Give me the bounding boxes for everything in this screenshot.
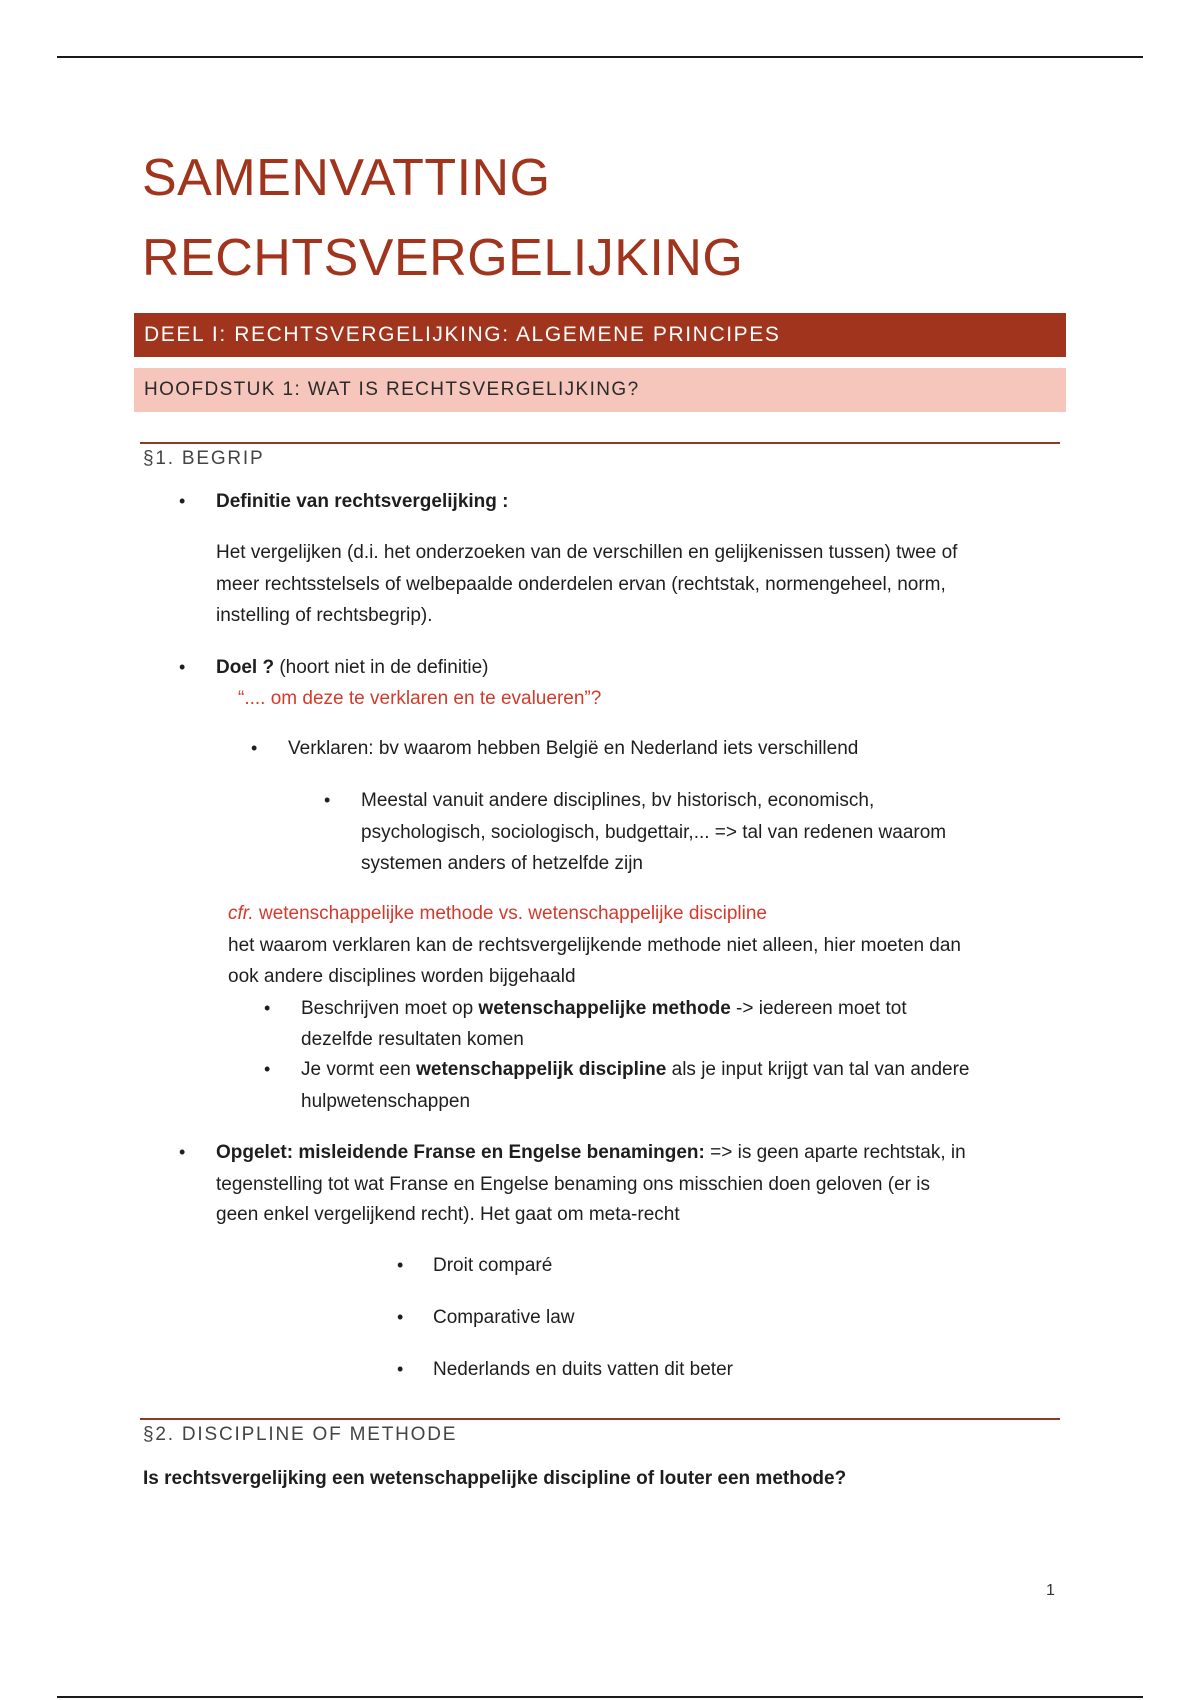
opgelet-line-3: geen enkel vergelijkend recht). Het gaat om meta-recht [216, 1204, 680, 1225]
vormt-pre: Je vormt een [301, 1059, 417, 1080]
vormt-post: als je input krijgt van tal van andere [666, 1059, 970, 1080]
section-1-divider [140, 442, 1060, 444]
opgelet-line-2: tegenstelling tot wat Franse en Engelse benaming ons misschien doen geloven (er is [216, 1174, 930, 1195]
beschrijven-line-1 [301, 993, 907, 1024]
part-heading: DEEL I: RECHTSVERGELIJKING: ALGEMENE PRINCIPES [134, 313, 1066, 357]
beschrijven-bold: wetenschappelijke methode [478, 998, 731, 1019]
definitie-label: Definitie van rechtsvergelijking : [216, 491, 509, 512]
bullet-icon: • [397, 1359, 404, 1379]
vormt-line-1 [301, 1054, 969, 1085]
verklaren-item: Verklaren: bv waarom hebben België en Nederland iets verschillend [288, 738, 859, 759]
bullet-icon: • [251, 738, 258, 758]
beschrijven-pre: Beschrijven moet op [301, 998, 479, 1019]
bullet-icon: • [397, 1255, 404, 1275]
section-1-title: §1. BEGRIP [143, 448, 265, 469]
waarom-line-1: het waarom verklaren kan de rechtsvergelijkende methode niet alleen, hier moeten dan [228, 935, 961, 956]
definitie-line-2: meer rechtsstelsels of welbepaalde onderdelen ervan (rechtstak, normengeheel, norm, [216, 574, 946, 595]
cfr-italic: cfr. [228, 903, 254, 924]
meestal-line-2: psychologisch, sociologisch, budgettair,... => tal van redenen waarom [361, 822, 947, 843]
section-2-question: Is rechtsvergelijking een wetenschappelijke discipline of louter een methode? [143, 1468, 847, 1489]
waarom-line-2: ook andere disciplines worden bijgehaald [228, 966, 576, 987]
meestal-line-3: systemen anders of hetzelfde zijn [361, 853, 643, 874]
vormt-line-2: hulpwetenschappen [301, 1091, 471, 1112]
bullet-icon: • [264, 1059, 271, 1079]
definitie-line-1: Het vergelijken (d.i. het onderzoeken van de verschillen en gelijkenissen tussen) twee of [216, 542, 958, 563]
doel-label: Doel ? [216, 657, 275, 678]
bullet-icon: • [179, 491, 186, 511]
beschrijven-post: -> iedereen moet tot [730, 998, 907, 1019]
section-2-title: §2. DISCIPLINE OF METHODE [143, 1424, 458, 1445]
document-title-line-1: SAMENVATTING [142, 149, 551, 207]
beschrijven-line-2: dezelfde resultaten komen [301, 1029, 524, 1050]
opgelet-post: => is geen aparte rechtstak, in [704, 1142, 966, 1163]
document-title-line-2: RECHTSVERGELIJKING [142, 229, 744, 287]
doel-note: (hoort niet in de definitie) [274, 657, 489, 678]
cfr-line [228, 898, 767, 929]
bullet-icon: • [179, 657, 186, 677]
bullet-icon: • [264, 998, 271, 1018]
benaming-item: Droit comparé [433, 1255, 553, 1276]
section-2-divider [140, 1418, 1060, 1420]
bullet-icon: • [179, 1142, 186, 1162]
meestal-line-1: Meestal vanuit andere disciplines, bv historisch, economisch, [361, 790, 875, 811]
doel-line [216, 652, 488, 683]
opgelet-bold: Opgelet: misleidende Franse en Engelse benamingen: [216, 1142, 705, 1163]
benaming-item: Comparative law [433, 1307, 575, 1328]
vormt-bold: wetenschappelijk discipline [416, 1059, 667, 1080]
cfr-rest: wetenschappelijke methode vs. wetenschappelijke discipline [253, 903, 767, 924]
page-number: 1 [1046, 1582, 1055, 1599]
definitie-line-3: instelling of rechtsbegrip). [216, 605, 433, 626]
bullet-icon: • [324, 790, 331, 810]
top-rule [57, 56, 1143, 58]
opgelet-line-1 [216, 1137, 966, 1168]
bottom-rule [57, 1696, 1143, 1698]
chapter-heading: HOOFDSTUK 1: WAT IS RECHTSVERGELIJKING? [134, 368, 1066, 412]
doel-quote: “.... om deze te verklaren en te evalueren”? [238, 688, 602, 709]
benaming-item: Nederlands en duits vatten dit beter [433, 1359, 733, 1380]
bullet-icon: • [397, 1307, 404, 1327]
